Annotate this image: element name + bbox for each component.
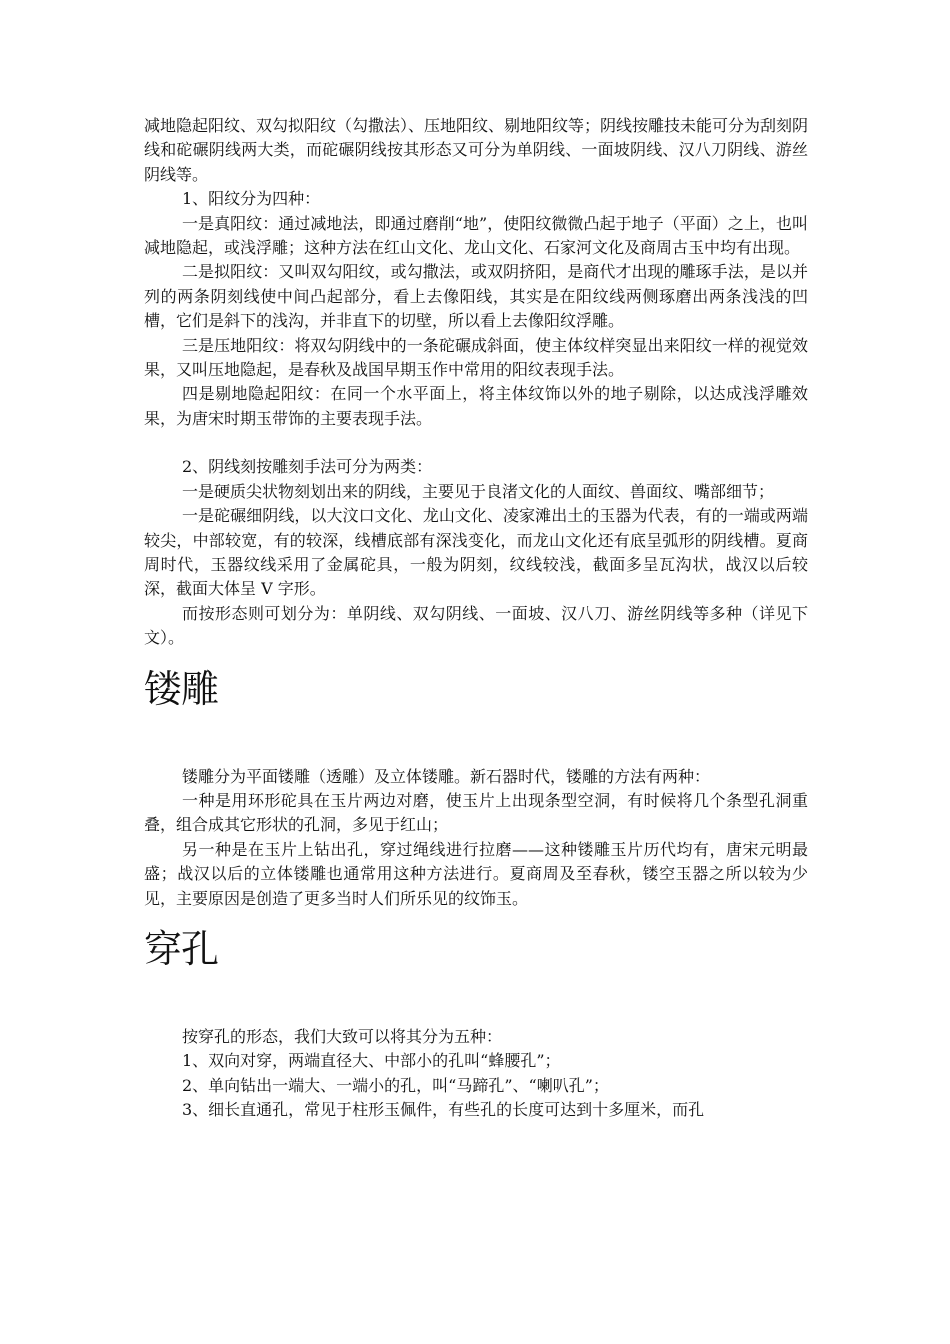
document-page — [144, 114, 808, 1123]
chuankong-item-1: 1、双向对穿，两端直径大、中部小的孔叫“蜂腰孔”； — [182, 1051, 561, 1071]
yangwen-item-4: 四是剔地隐起阳纹：在同一个水平面上，将主体纹饰以外的地子剔除，以达成浅浮雕效果，为唐宋时期玉带饰的主要表现手法。 — [144, 384, 808, 428]
yangwen-item-3: 三是压地阳纹：将双勾阴线中的一条砣碾成斜面，使主体纹样突显出来阳纹一样的视觉效果，又叫压地隐起，是春秋及战国早期玉作中常用的阳纹表现手法。 — [144, 335, 808, 380]
yangwen-item-1: 一是真阳纹：通过减地法，即通过磨削“地”，使阳纹微微凸起于地子（平面）之上，也叫减地隐起，或浅浮雕；这种方法在红山文化、龙山文化、石家河文化及商周古玉中均有出现。 — [144, 213, 808, 258]
blank-line — [144, 431, 808, 455]
yinxian-item-3: 而按形态则可划分为：单阴线、双勾阴线、一面坡、汉八刀、游丝阴线等多种（详见下文）。 — [144, 603, 808, 648]
yinxian-item-1: 一是硬质尖状物刻划出来的阴线，主要见于良渚文化的人面纹、兽面纹、嘴部细节； — [182, 481, 775, 501]
louding-paragraph-1: 镂雕分为平面镂雕（透雕）及立体镂雕。新石器时代，镂雕的方法有两种： — [182, 766, 711, 786]
chuankong-item-2: 2、单向钻出一端大、一端小的孔，叫“马蹄孔”、“喇叭孔”； — [182, 1075, 609, 1095]
yinxian-title: 2、阴线刻按雕刻手法可分为两类： — [182, 457, 433, 477]
chuankong-paragraph-1: 按穿孔的形态，我们大致可以将其分为五种： — [182, 1026, 503, 1046]
louding-paragraph-2: 一种是用环形砣具在玉片两边对磨，使玉片上出现条型空洞，有时候将几个条型孔洞重叠，组合成其它形状的孔洞，多见于红山； — [144, 790, 808, 835]
louding-paragraph-3: 另一种是在玉片上钻出孔，穿过绳线进行拉磨——这种镂雕玉片历代均有，唐宋元明最盛；战汉以后的立体镂雕也通常用这种方法进行。夏商周及至春秋，镂空玉器之所以较为少见，主要原因是创造了更多当时人们所乐见的纹饰玉。 — [144, 839, 808, 908]
heading-chuankong: 穿孔 — [144, 926, 219, 971]
yangwen-title: 1、阳纹分为四种： — [182, 189, 321, 209]
paragraph-intro: 减地隐起阳纹、双勾拟阳纹（勾撒法）、压地阳纹、剔地阳纹等；阴线按雕技未能可分为刮刻阴线和砣碾阴线两大类，而砣碾阴线按其形态又可分为单阴线、一面坡阴线、汉八刀阴线、游丝阴线等。 — [144, 116, 809, 184]
yangwen-item-2: 二是拟阳纹：又叫双勾阳纹，或勾撒法，或双阴挤阳，是商代才出现的雕琢手法，是以并列的两条阴刻线使中间凸起部分，看上去像阳线，其实是在阳纹线两侧琢磨出两条浅浅的凹槽，它们是斜下的浅沟，并非直下的切壁，所以看上去像阳纹浮雕。 — [144, 262, 808, 331]
chuankong-item-3: 3、细长直通孔，常见于柱形玉佩件，有些孔的长度可达到十多厘米，而孔 — [182, 1100, 705, 1120]
heading-louding: 镂雕 — [144, 666, 219, 711]
yinxian-item-2: 一是砣碾细阴线，以大汶口文化、龙山文化、凌家滩出土的玉器为代表，有的一端或两端较尖，中部较宽，有的较深，线槽底部有深浅变化，而龙山文化还有底呈弧形的阴线槽。夏商周时代，玉器纹线采用了金属砣具，一般为阴刻，纹线较浅，截面多呈瓦沟状，战汉以后较深，截面大体呈 V 字形。 — [144, 506, 808, 599]
